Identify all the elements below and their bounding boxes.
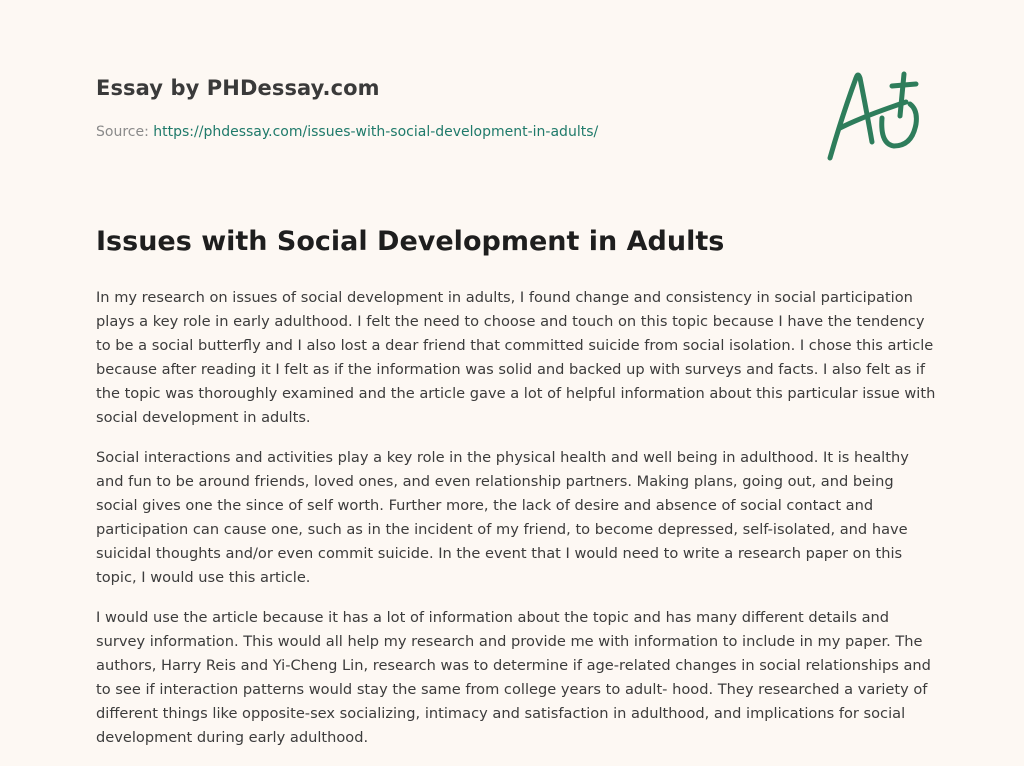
paragraph-2: Social interactions and activities play a key role in the physical health and well being in adulthood. It is healthy and fun to be around friends, loved ones, and even relationship partners. Making plans, going out, and being social gives one the since of self worth. Further more, the lack of desire and absence of social contact and participation can cause one, such as in the incident of my friend, to become depressed, self-isolated, and have suicidal thoughts and/or even commit suicide. In the event that I would need to write a research paper on this topic, I would use this article. — [96, 449, 909, 586]
article-title: Issues with Social Development in Adults — [96, 226, 725, 257]
a-plus-logo-icon — [820, 66, 930, 166]
source-label: Source: — [96, 124, 149, 140]
logo-a-crossbar — [840, 102, 906, 128]
logo-plus-horizontal — [892, 84, 916, 86]
article-body — [96, 286, 936, 766]
paragraph-3: I would use the article because it has a lot of information about the topic and has many different details and survey information. This would all help my research and provide me with information to include in my paper. The authors, Harry Reis and Yi-Cheng Lin, research was to determine if age-related changes in social relationships and to see if interaction patterns would stay the same from college years to adult- hood. They researched a variety of different things like opposite-sex socializing, intimacy and satisfaction in adulthood, and implications for social development during early adulthood. — [96, 609, 931, 746]
site-brand: Essay by PHDessay.com — [96, 76, 380, 100]
source-line — [96, 124, 598, 140]
logo-plus-vertical — [900, 74, 904, 116]
paragraph-1: In my research on issues of social development in adults, I found change and consistency in social participation plays a key role in early adulthood. I felt the need to choose and touch on this topic because I have the tendency to be a social butterfly and I also lost a dear friend that committed suicide from social isolation. I chose this article because after reading it I felt as if the information was solid and backed up with surveys and facts. I also felt as if the topic was thoroughly examined and the article gave a lot of helpful information about this particular issue with social development in adults. — [96, 289, 936, 426]
source-link[interactable]: https://phdessay.com/issues-with-social-development-in-adults/ — [153, 124, 599, 140]
